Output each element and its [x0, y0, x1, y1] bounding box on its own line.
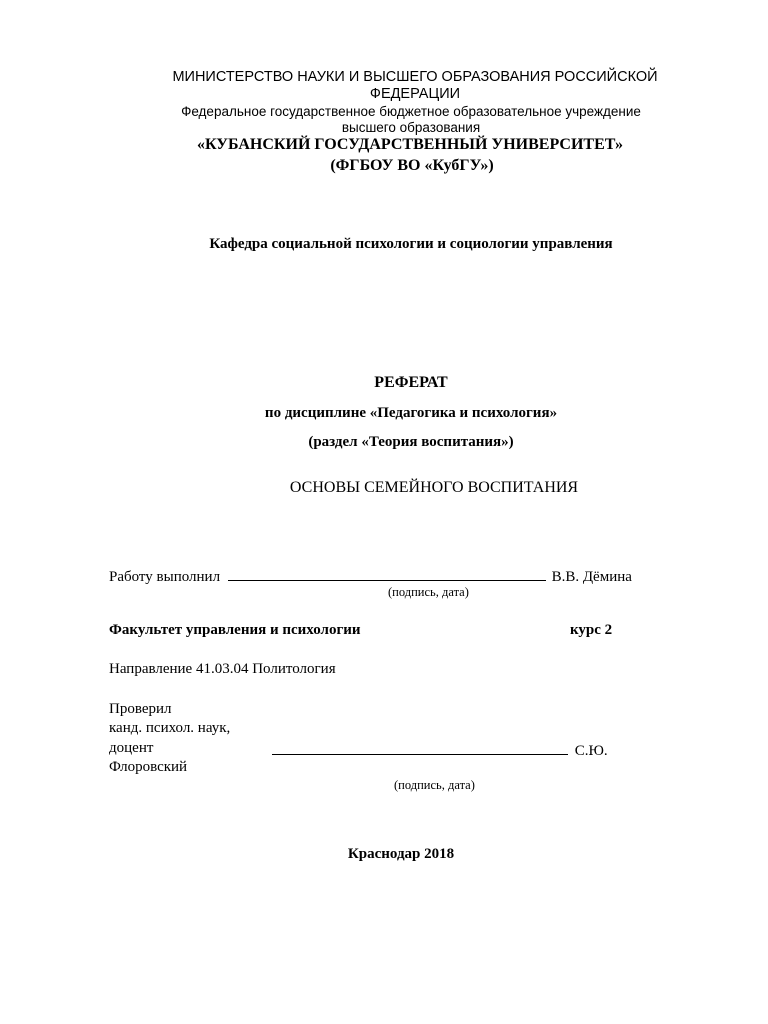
reviewer-surname: Флоровский: [109, 759, 188, 775]
ministry-line-1: МИНИСТЕРСТВО НАУКИ И ВЫСШЕГО ОБРАЗОВАНИЯ РОССИЙСКОЙ: [172, 69, 658, 85]
institution-line-2: высшего образования: [341, 120, 481, 135]
direction: Направление 41.03.04 Политология: [109, 661, 336, 677]
author-label: Работу выполнил: [109, 569, 221, 585]
university-name: «КУБАНСКИЙ ГОСУДАРСТВЕННЫЙ УНИВЕРСИТЕТ»: [196, 136, 624, 153]
department-name: Кафедра социальной психологии и социологии управления: [209, 236, 613, 252]
author-signature-line: [228, 566, 546, 581]
city-year: Краснодар 2018: [347, 846, 455, 862]
discipline: по дисциплине «Педагогика и психология»: [264, 405, 558, 421]
faculty: Факультет управления и психологии: [109, 622, 361, 638]
reviewer-position: доцент: [109, 740, 154, 756]
reviewer-initials: С.Ю.: [574, 743, 608, 759]
institution-line-1: Федеральное государственное бюджетное образовательное учреждение: [181, 104, 641, 119]
author-name: В.В. Дёмина: [551, 569, 632, 585]
reviewer-signature-line: [272, 740, 568, 755]
reviewer-signature-caption: (подпись, дата): [394, 778, 475, 792]
reviewer-label: Проверил: [109, 701, 172, 717]
ministry-line-2: ФЕДЕРАЦИИ: [369, 86, 461, 102]
university-abbreviation: (ФГБОУ ВО «КубГУ»): [330, 157, 494, 174]
section: (раздел «Теория воспитания»): [308, 434, 514, 450]
reviewer-row: [272, 740, 608, 760]
course: курс 2: [570, 622, 613, 638]
reviewer-degree: канд. психол. наук,: [109, 720, 231, 736]
work-title: ОСНОВЫ СЕМЕЙНОГО ВОСПИТАНИЯ: [289, 479, 579, 496]
author-row: [109, 566, 632, 586]
work-type: РЕФЕРАТ: [374, 374, 448, 391]
author-signature-caption: (подпись, дата): [388, 585, 469, 599]
